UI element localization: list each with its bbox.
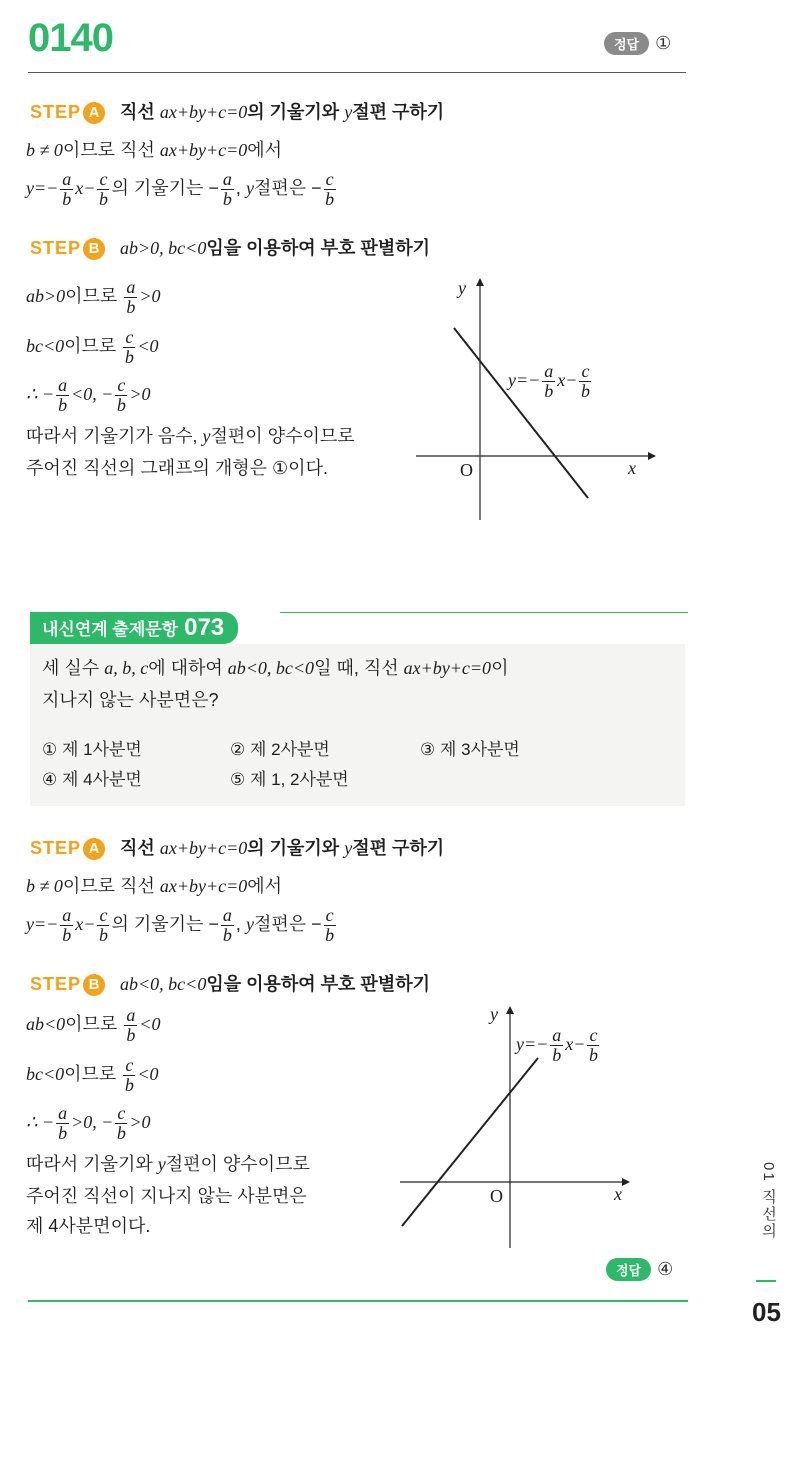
graph-1-ylabel: y [458, 278, 466, 298]
line-bc-negative-2: bc<0이므로 $\frac{c}{b}$ <0 [26, 1055, 159, 1095]
graph-2-origin: O [490, 1186, 503, 1206]
line-slope-intercept: y=− $\frac{a}{b}$ x− $\frac{c}{b}$ 의 기울기는 − $\frac{a}{b}$ , y절편은 − $\frac{c}{b}$ [26, 169, 335, 209]
graph-2-ylabel: y [490, 1004, 498, 1024]
step-title-text: 절편 구하기 [352, 838, 445, 858]
graph-2-xlabel: x [614, 1184, 622, 1204]
y-axis-arrow [506, 1006, 514, 1014]
step-a-heading-2 [30, 834, 444, 860]
chapter-side-label: 01 직선의 [760, 1162, 777, 1240]
step-letter-badge: A [83, 102, 105, 124]
graph-line [402, 1058, 538, 1226]
graph-line [454, 328, 588, 498]
x-axis-arrow [648, 452, 656, 460]
line-conclusion-1: 따라서 기울기가 음수, y절편이 양수이므로 [26, 426, 355, 446]
line-bc-negative: bc<0이므로 $\frac{c}{b}$ <0 [26, 327, 159, 367]
line-b-nonzero-2: b ≠ 0이므로 직선 ax+by+c=0에서 [26, 876, 283, 896]
line-conclusion-2-2: 주어진 직선이 지나지 않는 사분면은 [26, 1186, 307, 1206]
page-marker [756, 1280, 776, 1282]
problem-number: 0140 [28, 16, 113, 60]
choice-2[interactable]: ② 제 2사분면 [230, 740, 330, 759]
answer-badge-2 [606, 1258, 673, 1281]
question-line-2: 지나지 않는 사분면은? [42, 690, 219, 710]
choice-5[interactable]: ⑤ 제 1, 2사분면 [230, 770, 349, 789]
step-letter-badge: B [83, 238, 105, 260]
question-banner [30, 612, 238, 644]
answer-value: ① [655, 33, 672, 53]
line-ab-positive: ab>0이므로 $\frac{a}{b}$ >0 [26, 277, 161, 317]
line-conclusion-2: 주어진 직선의 그래프의 개형은 ①이다. [26, 458, 328, 478]
banner-text: 내신연계 출제문항 [42, 620, 179, 639]
line-ab-negative: ab<0이므로 $\frac{a}{b}$ <0 [26, 1005, 161, 1045]
y-axis-arrow [476, 278, 484, 286]
step-title-text: 임을 이용하여 부호 판별하기 [206, 238, 430, 258]
step-title-math: ab>0, bc<0 [120, 238, 207, 258]
page-number: 05 [752, 1297, 781, 1327]
step-title-text: 절편 구하기 [352, 102, 445, 122]
step-title-math: y [344, 838, 353, 858]
graph-1-xlabel: x [628, 458, 636, 478]
answer-label: 정답 [604, 32, 649, 55]
graph-2-equation: y=− $\frac{a}{b}$ x− $\frac{c}{b}$ [516, 1025, 598, 1065]
question-line-1: 세 실수 a, b, c에 대하여 ab<0, bc<0일 때, 직선 ax+by+c=0이 [42, 658, 509, 678]
step-title-math: y [344, 102, 353, 122]
line-therefore-2: ∴ − $\frac{a}{b}$ >0, − $\frac{c}{b}$ >0 [26, 1103, 151, 1143]
banner-rule [280, 612, 688, 613]
choice-1[interactable]: ① 제 1사분면 [42, 740, 142, 759]
choice-4[interactable]: ④ 제 4사분면 [42, 770, 142, 789]
step-title-text: 직선 [120, 102, 155, 122]
step-title-text: 임을 이용하여 부호 판별하기 [206, 974, 430, 994]
answer-badge [604, 32, 671, 55]
step-title-text: 의 기울기와 [247, 102, 340, 122]
step-title-text: 직선 [120, 838, 155, 858]
step-label: STEP [30, 238, 82, 258]
choice-3[interactable]: ③ 제 3사분면 [420, 740, 520, 759]
line-conclusion-2-3: 제 4사분면이다. [26, 1216, 151, 1236]
step-a-heading [30, 98, 444, 124]
header-divider [28, 72, 686, 73]
answer-label: 정답 [606, 1258, 651, 1281]
banner-number: 073 [184, 614, 225, 641]
step-b-heading-2 [30, 970, 430, 996]
step-b-heading [30, 234, 430, 260]
step-title-math: ab<0, bc<0 [120, 974, 207, 994]
line-slope-intercept-2: y=− $\frac{a}{b}$ x− $\frac{c}{b}$ 의 기울기는 − $\frac{a}{b}$ , y절편은 − $\frac{c}{b}$ [26, 905, 335, 945]
line-b-nonzero: b ≠ 0이므로 직선 ax+by+c=0에서 [26, 140, 283, 160]
step-letter-badge: A [83, 838, 105, 860]
step-letter-badge: B [83, 974, 105, 996]
x-axis-arrow [622, 1178, 630, 1186]
graph-1-equation: y=− $\frac{a}{b}$ x− $\frac{c}{b}$ [508, 361, 590, 401]
line-conclusion-2-1: 따라서 기울기와 y절편이 양수이므로 [26, 1154, 310, 1174]
step-title-text: 의 기울기와 [247, 838, 340, 858]
step-label: STEP [30, 102, 82, 122]
step-title-math: ax+by+c=0 [159, 838, 248, 858]
graph-1-origin: O [460, 460, 473, 480]
step-label: STEP [30, 974, 82, 994]
footer-divider [28, 1300, 688, 1302]
answer-value: ④ [657, 1259, 674, 1279]
line-therefore: ∴ − $\frac{a}{b}$ <0, − $\frac{c}{b}$ >0 [26, 375, 151, 415]
step-title-math: ax+by+c=0 [159, 102, 248, 122]
step-label: STEP [30, 838, 82, 858]
